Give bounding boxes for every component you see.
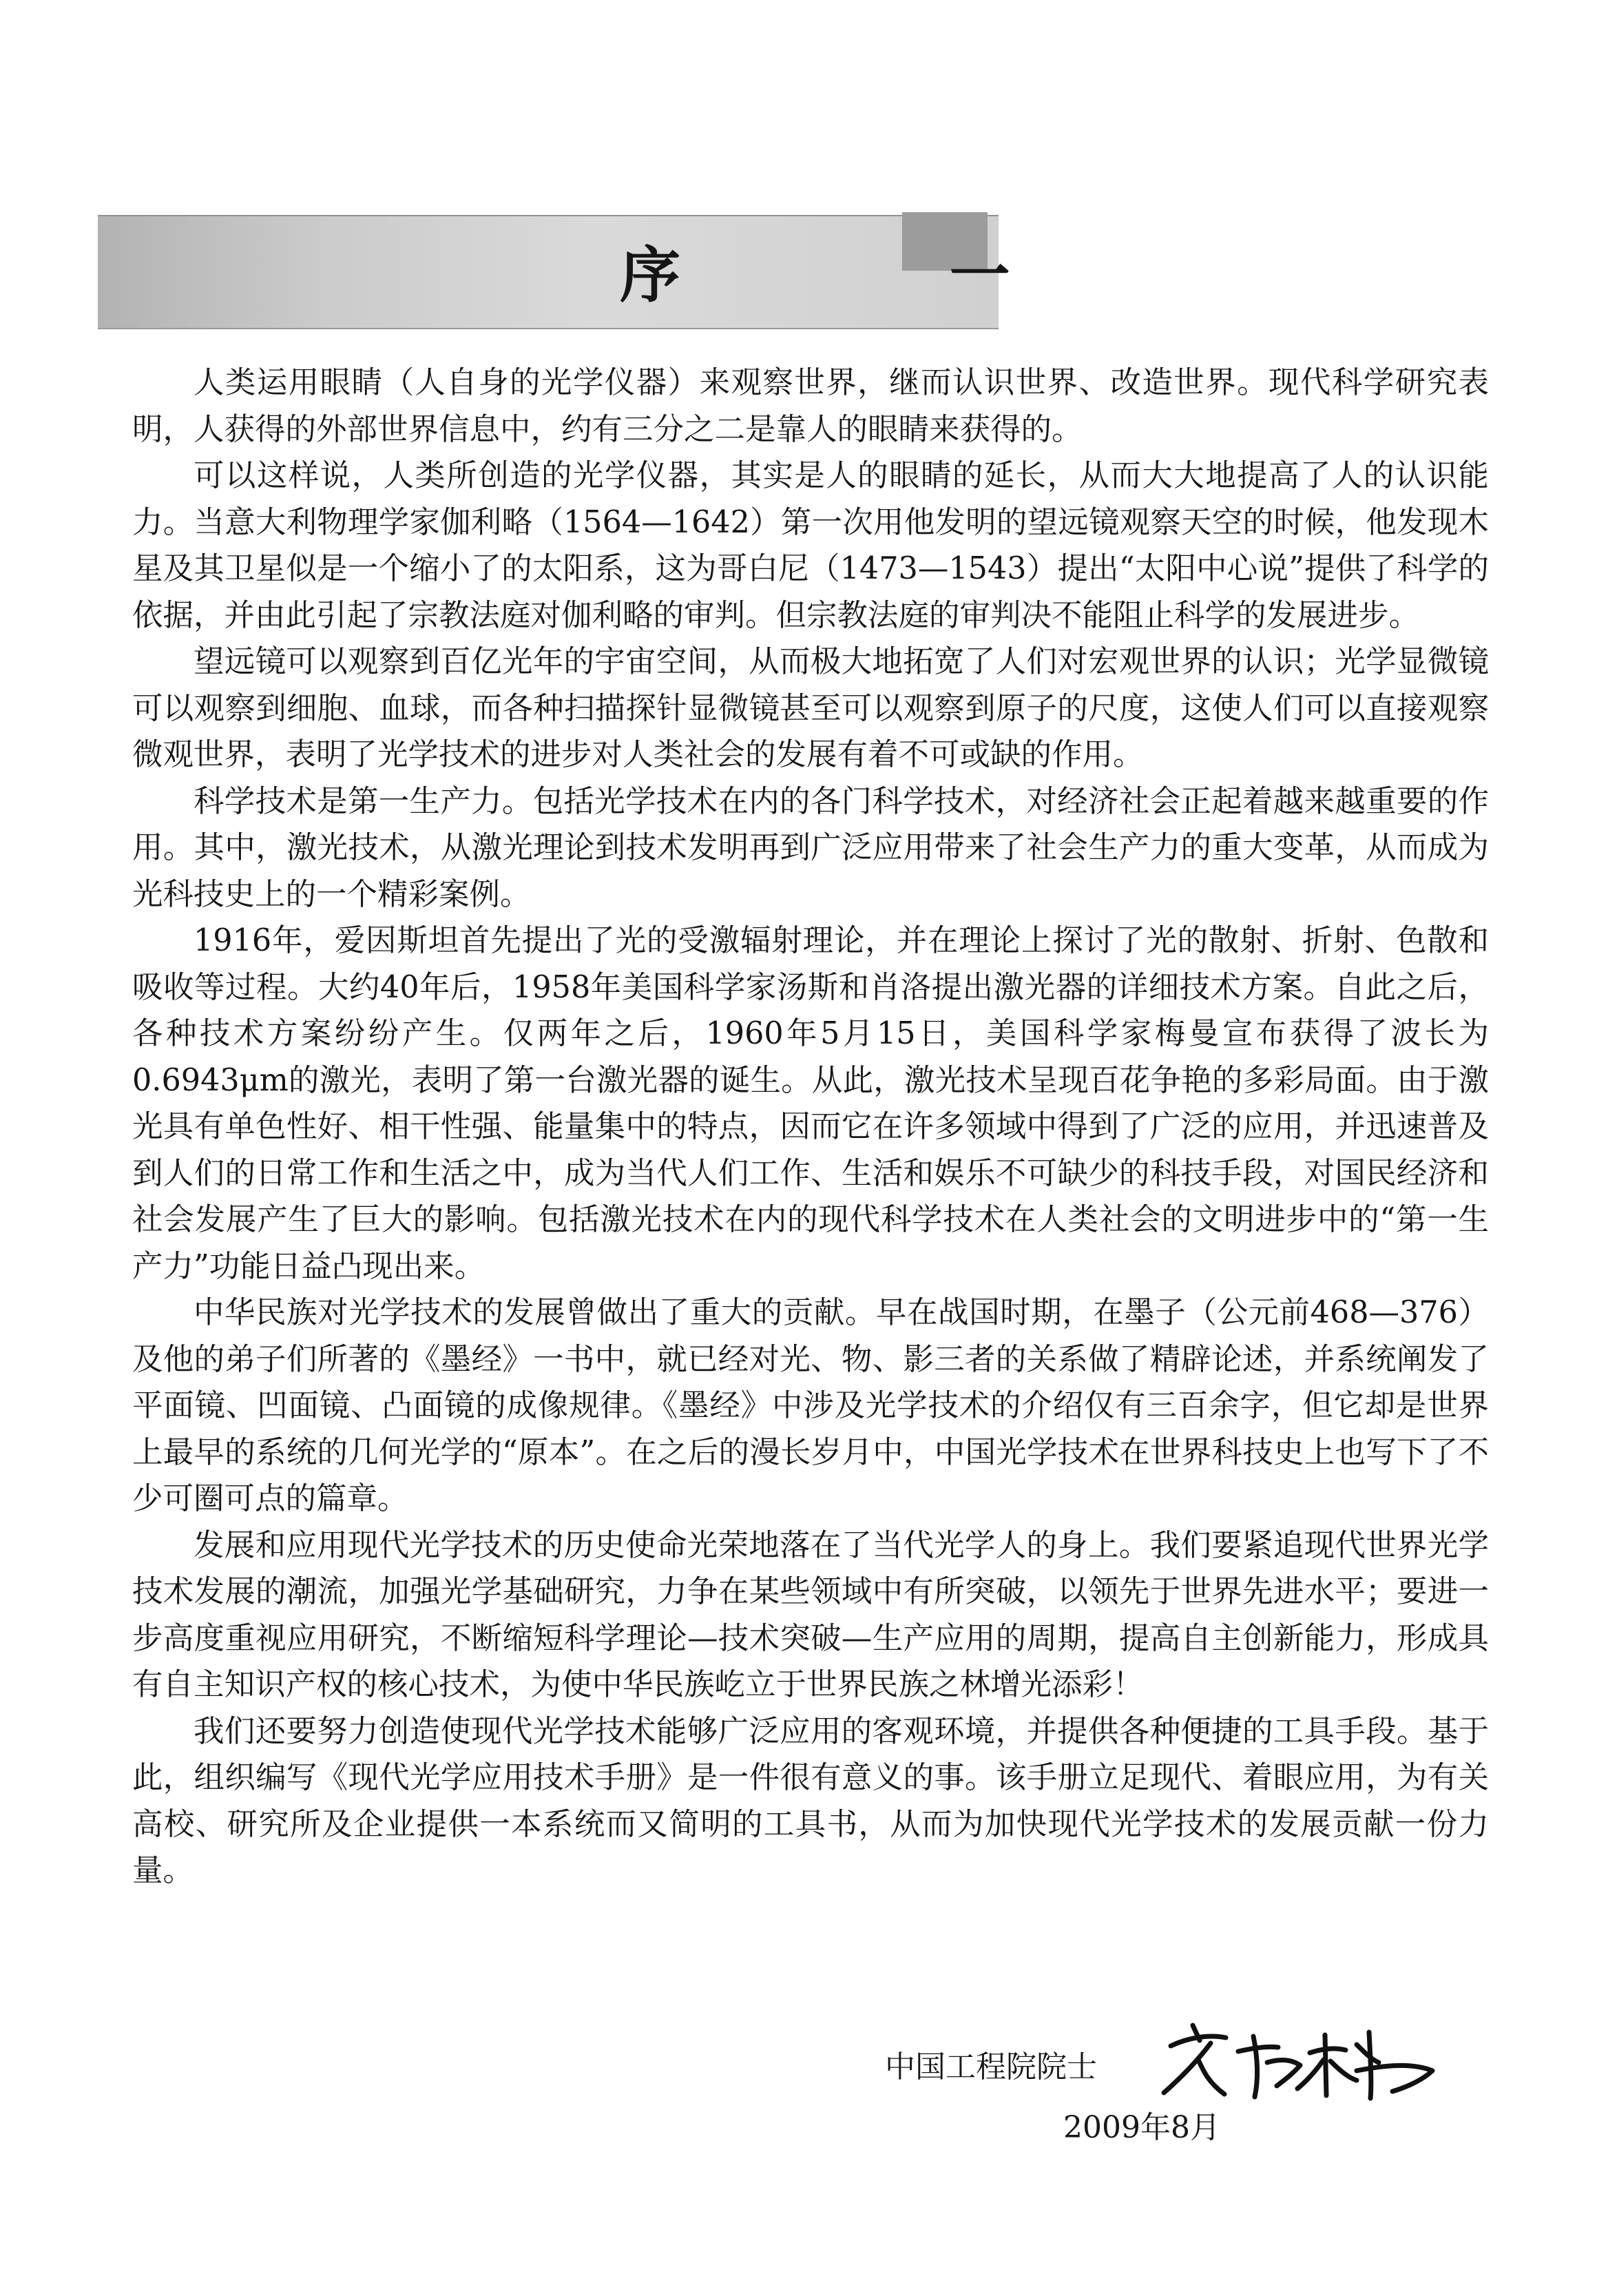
paragraph-4: 科学技术是第一生产力。包括光学技术在内的各门科学技术，对经济社会正起着越来越重要的作用。其中，激光技术，从激光理论到技术发明再到广泛应用带来了社会生产力的重大变革，从而成为光科技史上的一个精彩案例。 [132,783,1489,912]
paragraph-7: 发展和应用现代光学技术的历史使命光荣地落在了当代光学人的身上。我们要紧追现代世界光学技术发展的潮流，加强光学基础研究，力争在某些领域中有所突破，以领先于世界先进水平；要进一步高度重视应用研究，不断缩短科学理论—技术突破—生产应用的周期，提高自主创新能力，形成具有自主知识产权的核心技术，为使中华民族屹立于世界民族之林增光添彩！ [132,1527,1489,1702]
paragraph-2: 可以这样说，人类所创造的光学仪器，其实是人的眼睛的延长，从而大大地提高了人的认识能力。当意大利物理学家伽利略（1564—1642）第一次用他发明的望远镜观察天空的时候，他发现木星及其卫星似是一个缩小了的太阳系，这为哥白尼（1473—1543）提出“太阳中心说”提供了科学的依据，并由此引起了宗教法庭对伽利略的审判。但宗教法庭的审判决不能阻止科学的发展进步。 [132,458,1489,633]
handwritten-signature [1150,2017,1439,2107]
signer-title: 中国工程院院士 [885,2049,1097,2085]
paragraph-6: 中华民族对光学技术的发展曾做出了重大的贡献。早在战国时期，在墨子（公元前468—376）及他的弟子们所著的《墨经》一书中，就已经对光、物、影三者的关系做了精辟论述，并系统阐发了平面镜、凹面镜、凸面镜的成像规律。《墨经》中涉及光学技术的介绍仅有三百余字，但它却是世界上最早的系统的几何光学的“原本”。在之后的漫长岁月中，中国光学技术在世界科技史上也写下了不少可圈可点的篇章。 [132,1295,1489,1516]
page-title: 序 一 [620,239,1134,311]
paragraph-8: 我们还要努力创造使现代光学技术能够广泛应用的客观环境，并提供各种便捷的工具手段。基于此，组织编写《现代光学应用技术手册》是一件很有意义的事。该手册立足现代、着眼应用，为有关高校、研究所及企业提供一本系统而又简明的工具书，从而为加快现代光学技术的发展贡献一份力量。 [132,1713,1489,1888]
paragraph-3: 望远镜可以观察到百亿光年的宇宙空间，从而极大地拓宽了人们对宏观世界的认识；光学显微镜可以观察到细胞、血球，而各种扫描探针显微镜甚至可以观察到原子的尺度，这使人们可以直接观察微观世界，表明了光学技术的进步对人类社会的发展有着不可或缺的作用。 [132,644,1489,772]
paragraph-1: 人类运用眼睛（人自身的光学仪器）来观察世界，继而认识世界、改造世界。现代科学研究表明，人获得的外部世界信息中，约有三分之二是靠人的眼睛来获得的。 [132,365,1489,447]
signature-date: 2009年8月 [1063,2110,1220,2145]
signature-block [885,2039,1505,2156]
paragraph-5: 1916年，爱因斯坦首先提出了光的受激辐射理论，并在理论上探讨了光的散射、折射、色散和吸收等过程。大约40年后，1958年美国科学家汤斯和肖洛提出激光器的详细技术方案。自此之后，各种技术方案纷纷产生。仅两年之后，1960年5月15日，美国科学家梅曼宣布获得了波长为0.6943μm的激光，表明了第一台激光器的诞生。从此，激光技术呈现百花争艳的多彩局面。由于激光具有单色性好、相干性强、能量集中的特点，因而它在许多领域中得到了广泛的应用，并迅速普及到人们的日常工作和生活之中，成为当代人们工作、生活和娱乐不可缺少的科技手段，对国民经济和社会发展产生了巨大的影响。包括激光技术在内的现代科学技术在人类社会的文明进步中的“第一生产力”功能日益凸现出来。 [132,923,1489,1284]
preface-body [132,360,1489,1894]
